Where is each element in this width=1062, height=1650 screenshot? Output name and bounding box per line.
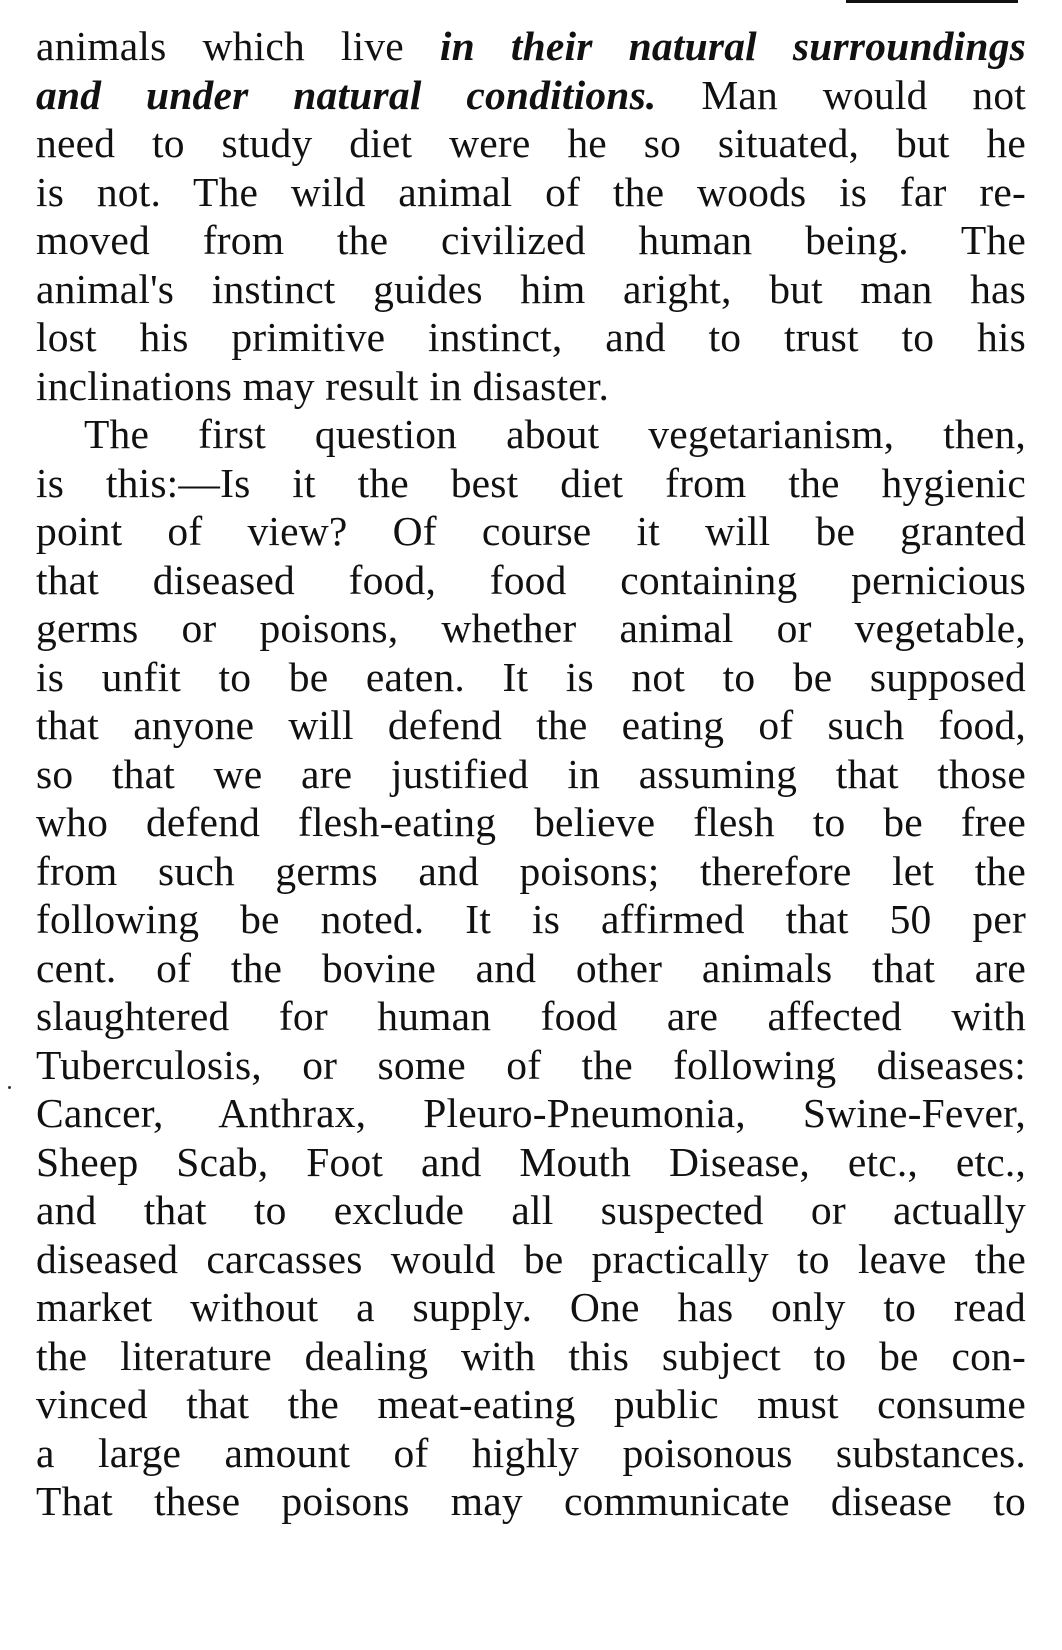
text-run: Man would not [656, 71, 1026, 118]
text-line: and that to exclude all suspected or actually [36, 1187, 1026, 1233]
text-line: from such germs and poisons; therefore let the [36, 847, 1026, 894]
text-line: that diseased food, food containing pernicious [36, 556, 1026, 603]
text-line: is this:—Is it the best diet from the hygienic [36, 459, 1026, 506]
text-line: the literature dealing with this subject to be con- [36, 1332, 1026, 1379]
text-line: lost his primitive instinct, and to trust to his [36, 314, 1026, 360]
text-line: The first question about vegetarianism, then, [84, 411, 1026, 457]
text-line: following be noted. It is affirmed that 50 per [36, 896, 1026, 942]
text-line: slaughtered for human food are affected with [36, 993, 1026, 1039]
page-text [36, 22, 1026, 1526]
text-line: Sheep Scab, Foot and Mouth Disease, etc., etc., [36, 1138, 1026, 1185]
italic-run: and under natural conditions. [36, 71, 657, 118]
text-line: That these poisons may communicate disease to [36, 1478, 1026, 1524]
text-line: moved from the civilized human being. The [36, 217, 1026, 263]
text-line: who defend flesh-eating believe flesh to be free [36, 799, 1026, 845]
text-line: Tuberculosis, or some of the following diseases: [36, 1041, 1026, 1088]
text-line [36, 22, 1026, 71]
text-line: animal's instinct guides him aright, but man has [36, 265, 1026, 312]
paragraph-2 [36, 410, 1026, 1526]
text-line: is unfit to be eaten. It is not to be supposed [36, 653, 1026, 700]
text-line: market without a supply. One has only to read [36, 1284, 1026, 1330]
paragraph-1 [36, 22, 1026, 410]
text-line: diseased carcasses would be practically to leave the [36, 1235, 1026, 1282]
text-line: so that we are justified in assuming that those [36, 750, 1026, 797]
text-line: vinced that the meat-eating public must consume [36, 1381, 1026, 1427]
top-rule [846, 0, 1018, 3]
text-line: cent. of the bovine and other animals that are [36, 944, 1026, 991]
italic-run: in their natural surroundings [439, 23, 1026, 69]
text-line: is not. The wild animal of the woods is far re- [36, 168, 1026, 215]
text-line: that anyone will defend the eating of such food, [36, 702, 1026, 748]
margin-speck [8, 1086, 11, 1089]
text-line: point of view? Of course it will be granted [36, 508, 1026, 554]
text-run: animals which live [36, 23, 440, 69]
text-line: a large amount of highly poisonous substances. [36, 1429, 1026, 1476]
text-line: Cancer, Anthrax, Pleuro-Pneumonia, Swine-Fever, [36, 1090, 1026, 1136]
text-line: germs or poisons, whether animal or vegetable, [36, 605, 1026, 651]
text-line [36, 71, 1026, 120]
text-line: need to study diet were he so situated, but he [36, 120, 1026, 166]
text-line: inclinations may result in disaster. [36, 362, 610, 409]
